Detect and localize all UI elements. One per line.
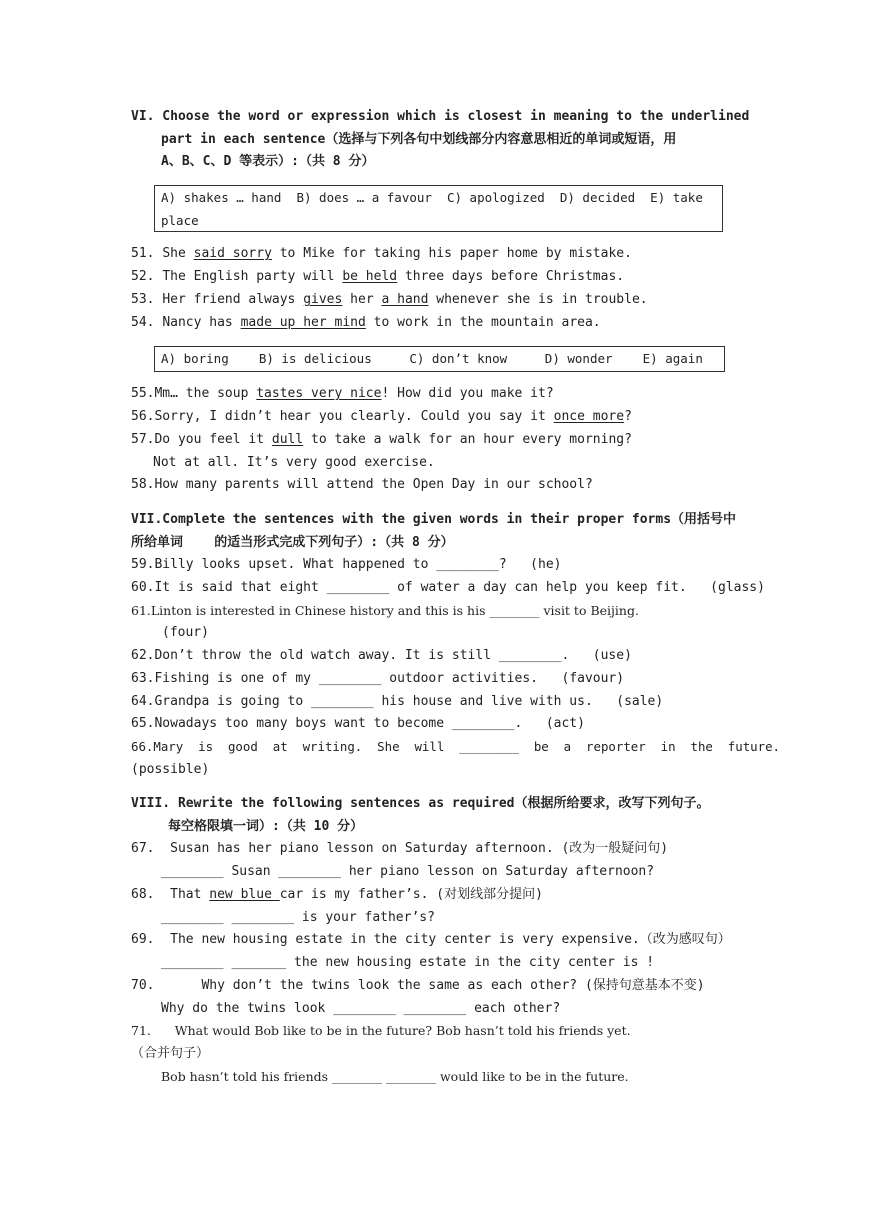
question-66-line2: (possible) [131, 762, 210, 777]
question-71-line2: （合并句子） [131, 1046, 210, 1061]
q55-text-pre: 55.Mm… the soup [131, 386, 257, 401]
q53-underlined-1: gives [303, 292, 343, 307]
q54-text-post: to work in the mountain area. [365, 315, 601, 330]
question-60: 60.It is said that eight ________ of water a day can help you keep fit. (glass) [131, 580, 765, 595]
q51-number: 51. [131, 246, 155, 261]
question-53 [131, 291, 648, 308]
section6-heading-line2: part in each sentence（选择与下列各句中划线部分内容意思相近的单词或短语，用 [161, 132, 677, 147]
question-55 [131, 385, 554, 402]
q54-text-pre: Nancy has [162, 315, 241, 330]
q57-underlined: dull [271, 432, 304, 447]
q57-text-post: to take a walk for an hour every morning? [303, 432, 632, 447]
question-61-line2: (four) [162, 625, 209, 640]
question-59: 59.Billy looks upset. What happened to ________? (he) [131, 557, 562, 572]
q53-text-post: whenever she is in trouble. [428, 292, 648, 307]
question-67-line2: ________ Susan ________ her piano lesson on Saturday afternoon? [161, 864, 655, 879]
question-71-line3: Bob hasn’t told his friends ________ ________ would like to be in the future. [161, 1069, 629, 1084]
q68-text-pre: 68. That [131, 887, 210, 902]
q68-text-post: car is my father’s. (对划线部分提问) [279, 887, 543, 902]
question-61: 61.Linton is interested in Chinese history and this is his ________ visit to Beijing. [131, 603, 639, 618]
question-71: 71. What would Bob like to be in the future? Bob hasn’t told his friends yet. [131, 1023, 631, 1038]
question-68-line2: ________ ________ is your father’s? [161, 910, 435, 925]
question-51 [131, 245, 632, 262]
section6-heading-line1: VI. Choose the word or expression which is closest in meaning to the underlined [131, 109, 750, 124]
section8-heading-line1: VIII. Rewrite the following sentences as required（根据所给要求，改写下列句子。 [131, 796, 710, 811]
section8-heading-line2: 每空格限填一词）:（共 10 分） [168, 819, 364, 834]
options-box-2-line: A) boring B) is delicious C) don’t know D) wonder E) again [161, 351, 703, 366]
options-box-1-line2: place [161, 213, 199, 228]
question-63: 63.Fishing is one of my ________ outdoor activities. (favour) [131, 671, 625, 686]
q55-text-post: ! How did you make it? [381, 386, 554, 401]
q51-underlined: said sorry [193, 246, 272, 261]
q57-text-pre: 57.Do you feel it [131, 432, 272, 447]
q51-text-post: to Mike for taking his paper home by mistake. [271, 246, 632, 261]
q52-underlined: be held [342, 269, 398, 284]
options-box-1 [154, 185, 723, 232]
question-70: 70. Why don’t the twins look the same as each other? (保持句意基本不变) [131, 978, 705, 993]
question-65: 65.Nowadays too many boys want to become ________. (act) [131, 716, 585, 731]
q53-text-mid: her [342, 292, 382, 307]
question-70-line2: Why do the twins look ________ ________ each other? [161, 1001, 561, 1016]
q52-text-pre: The English party will [162, 269, 343, 284]
question-52 [131, 268, 624, 285]
q53-text-pre: Her friend always [162, 292, 304, 307]
question-56 [131, 408, 632, 425]
q52-number: 52. [131, 269, 155, 284]
q54-underlined: made up her mind [240, 315, 366, 330]
q56-underlined: once more [553, 409, 625, 424]
question-67: 67. Susan has her piano lesson on Saturday afternoon. (改为一般疑问句) [131, 841, 669, 856]
q56-text-post: ? [624, 409, 632, 424]
section7-heading-line2: 所给单词 的适当形式完成下列句子）:（共 8 分） [131, 535, 454, 550]
q52-text-post: three days before Christmas. [397, 269, 625, 284]
question-57-line2: Not at all. It’s very good exercise. [153, 455, 435, 470]
question-54 [131, 314, 601, 331]
q56-text-pre: 56.Sorry, I didn’t hear you clearly. Could you say it [131, 409, 554, 424]
question-57 [131, 431, 632, 448]
question-69: 69. The new housing estate in the city center is very expensive.（改为感叹句） [131, 932, 731, 947]
question-68 [131, 886, 543, 903]
q53-underlined-2: a hand [381, 292, 429, 307]
question-64: 64.Grandpa is going to ________ his house and live with us. (sale) [131, 694, 664, 709]
question-66: 66.Mary is good at writing. She will ________ be a reporter in the future. [131, 739, 781, 754]
question-69-line2: ________ _______ the new housing estate in the city center is ! [161, 955, 655, 970]
section7-heading-line1: VII.Complete the sentences with the given words in their proper forms（用括号中 [131, 512, 737, 527]
options-box-1-line1: A) shakes … hand B) does … a favour C) apologized D) decided E) take [161, 190, 703, 205]
q54-number: 54. [131, 315, 155, 330]
options-box-2 [154, 346, 725, 372]
q55-underlined: tastes very nice [256, 386, 382, 401]
q51-text-pre: She [162, 246, 194, 261]
question-62: 62.Don’t throw the old watch away. It is still ________. (use) [131, 648, 632, 663]
q68-underlined: new blue [209, 887, 280, 902]
section6-heading-line3: A、B、C、D 等表示）:（共 8 分） [161, 154, 375, 169]
q53-number: 53. [131, 292, 155, 307]
question-58: 58.How many parents will attend the Open Day in our school? [131, 477, 593, 492]
